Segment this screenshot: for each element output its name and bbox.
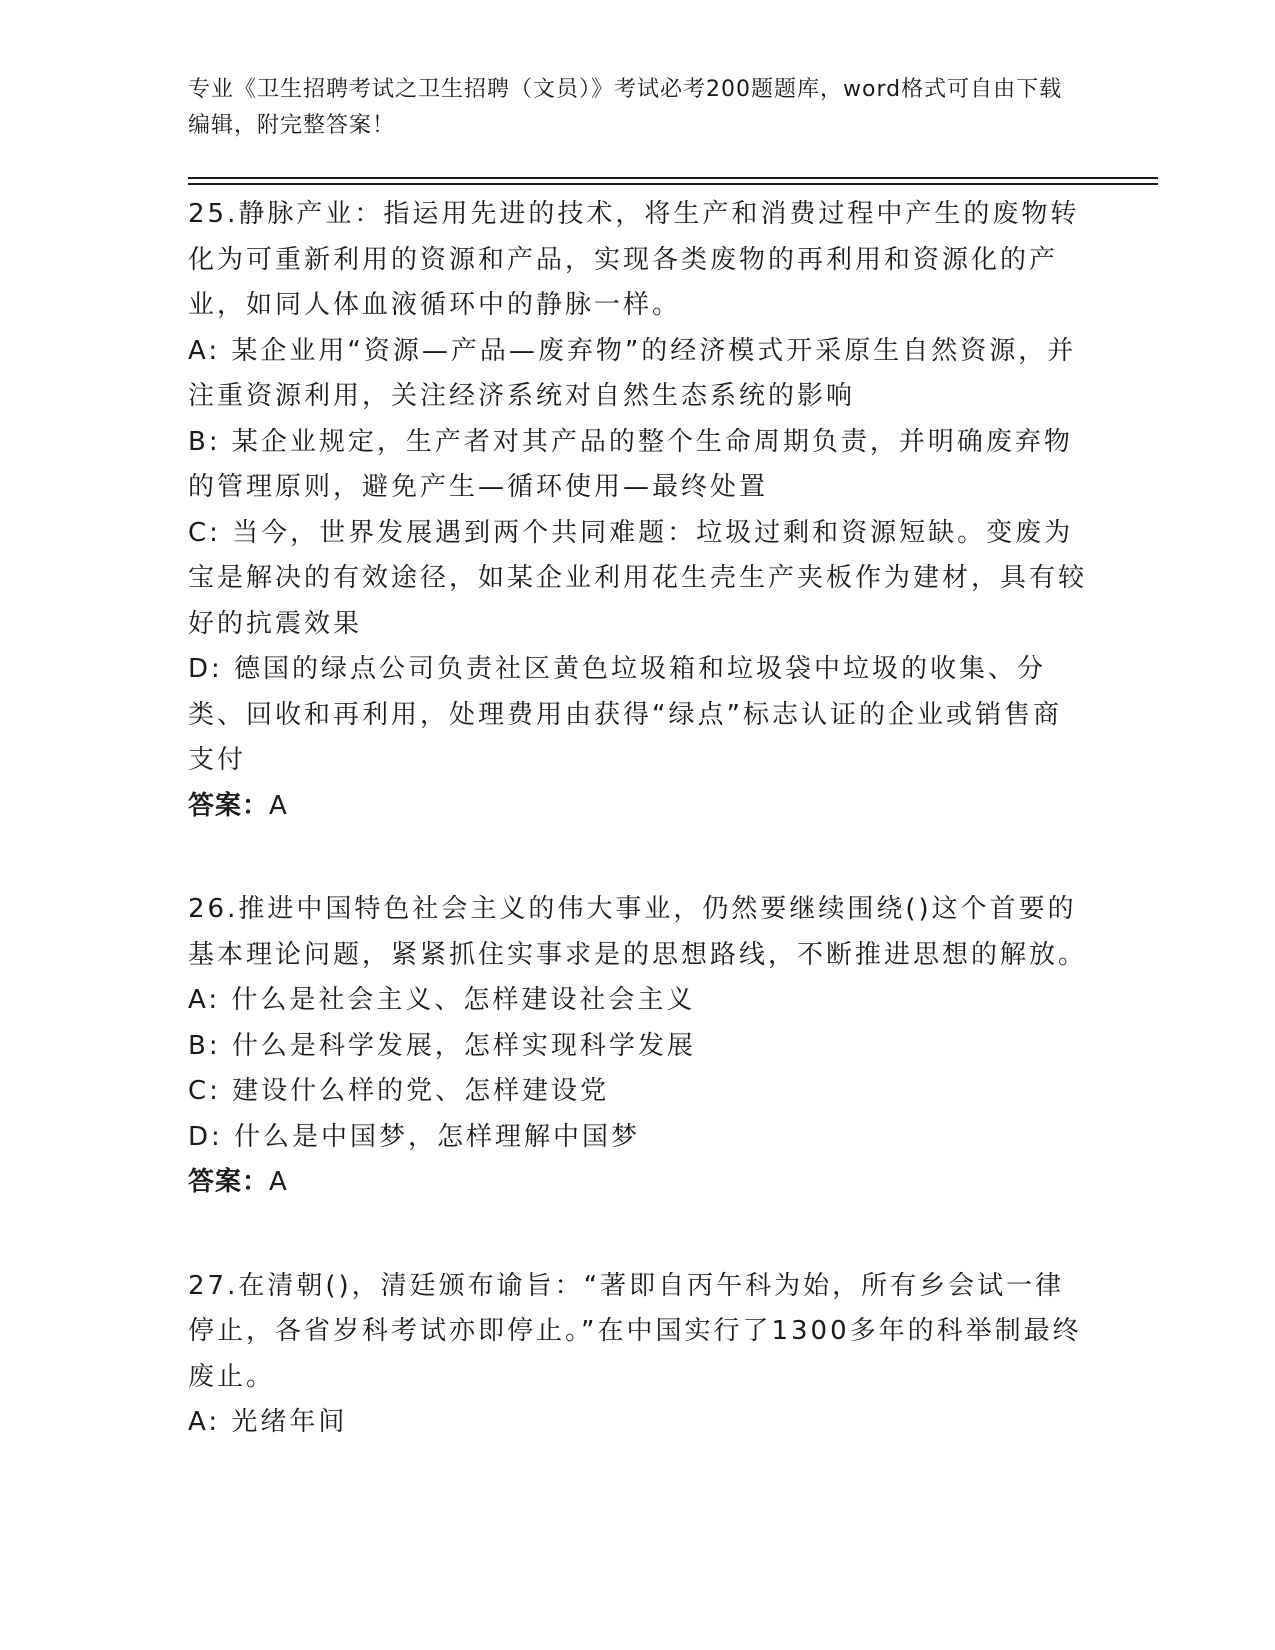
answer-line [188, 784, 1088, 830]
question-stem: 25.静脉产业：指运用先进的技术，将生产和消费过程中产生的废物转化为可重新利用的资源和产品，实现各类废物的再利用和资源化的产业，如同人体血液循环中的静脉一样。 [188, 199, 1080, 320]
option-c: C: 当今，世界发展遇到两个共同难题：垃圾过剩和资源短缺。变废为宝是解决的有效途径，如某企业利用花生壳生产夹板作为建材，具有较好的抗震效果 [188, 517, 1088, 639]
question-27 [188, 1264, 1088, 1446]
answer-label: 答案： [188, 790, 270, 821]
question-stem: 26.推进中国特色社会主义的伟大事业，仍然要继续围绕()这个首要的基本理论问题，紧紧抓住实事求是的思想路线，不断推进思想的解放。 [188, 894, 1088, 970]
question-25 [188, 192, 1088, 829]
answer-label: 答案： [188, 1167, 270, 1197]
answer-value: A [269, 790, 288, 821]
option-d: D: 德国的绿点公司负责社区黄色垃圾箱和垃圾袋中垃圾的收集、分类、回收和再利用，处理费用由获得“绿点”标志认证的企业或销售商支付 [188, 654, 1062, 775]
option-b: B: 某企业规定，生产者对其产品的整个生命周期负责，并明确废弃物的管理原则，避免产生—循环使用—最终处置 [188, 426, 1073, 502]
option-d: D: 什么是中国梦，怎样理解中国梦 [188, 1121, 641, 1152]
option-a: A: 某企业用“资源—产品—废弃物”的经济模式开采原生自然资源，并注重资源利用，关注经济系统对自然生态系统的影响 [188, 335, 1077, 411]
question-stem: 27.在清朝()，清廷颁布谕旨：“著即自丙午科为始，所有乡会试一律停止，各省岁科考试亦即停止。”在中国实行了1300多年的科举制最终废止。 [188, 1270, 1082, 1392]
answer-line [188, 1160, 1088, 1206]
header-divider-top [188, 177, 1158, 179]
answer-value: A [269, 1167, 288, 1197]
option-b: B: 什么是科学发展，怎样实现科学发展 [188, 1030, 696, 1061]
header-divider-bottom [188, 183, 1158, 185]
question-26 [188, 887, 1088, 1206]
question-list [188, 192, 1088, 1504]
option-a: A: 什么是社会主义、怎样建设社会主义 [188, 985, 696, 1015]
option-c: C: 建设什么样的党、怎样建设党 [188, 1076, 610, 1106]
option-a: A: 光绪年间 [188, 1407, 348, 1437]
document-header: 专业《卫生招聘考试之卫生招聘（文员）》考试必考200题题库，word格式可自由下载编辑，附完整答案！ [188, 77, 1063, 138]
